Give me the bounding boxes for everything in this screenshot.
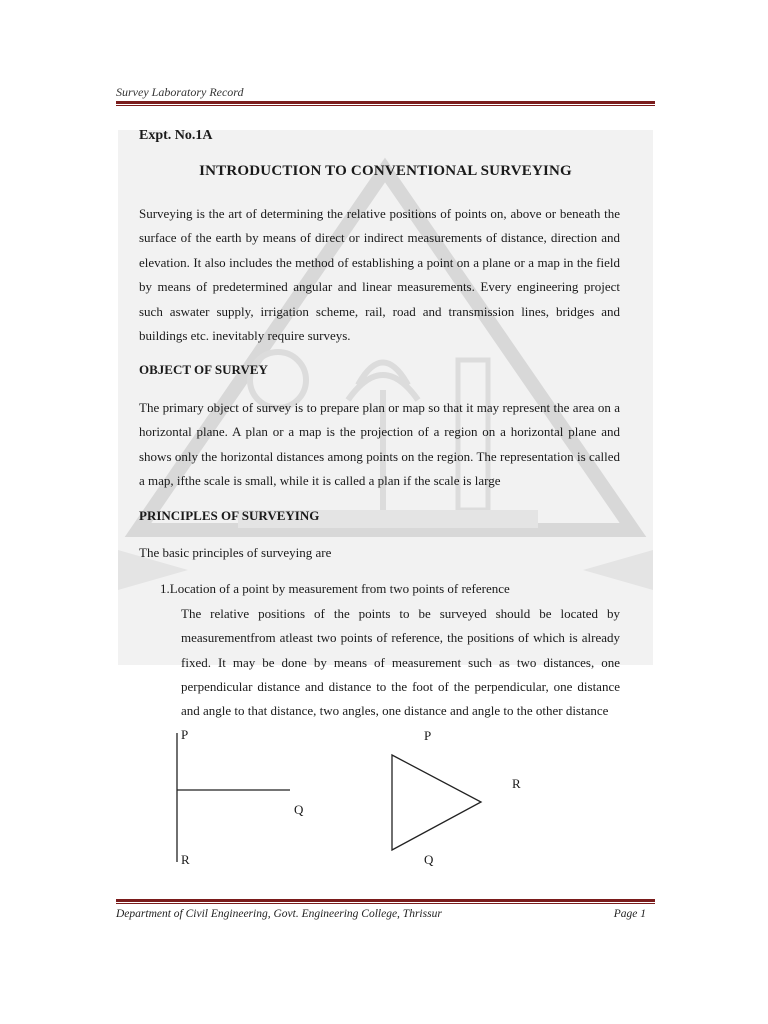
object-paragraph: The primary object of survey is to prepare plan or map so that it may represent the area on a horizontal plane. A plan or a map is the projection of a region on a horizontal plane and shows only the horizontal distances among points on the region. The representation is called a map, ifthe scale is small, while it is called a plan if the scale is large (139, 400, 620, 489)
footer-rule (116, 899, 655, 904)
principles-heading: PRINCIPLES OF SURVEYING (139, 508, 320, 523)
principles-intro: The basic principles of surveying are (139, 545, 332, 560)
experiment-title: INTRODUCTION TO CONVENTIONAL SURVEYING (199, 163, 572, 179)
object-heading: OBJECT OF SURVEY (139, 362, 268, 377)
intro-paragraph: Surveying is the art of determining the relative positions of points on, above or beneath the surface of the earth by means of direct or indirect measurements of distance, direction and elevation. It also includes the method of establishing a point on a plane or a map in the field by means of predetermined angular and linear measurements. Every engineering project such aswater supply, irrigation scheme, rail, road and transmission lines, bridges and buildings etc. inevitably require surveys. (139, 206, 620, 344)
principle-item-1-title: 1.Location of a point by measurement from two points of reference (160, 581, 510, 596)
right-diagram-label-q: Q (424, 852, 434, 867)
principle-item-1-text: The relative positions of the points to be surveyed should be located by measurementfrom atleast two points of reference, the positions of which is already fixed. It may be done by means of measurement such as two distances, one perpendicular distance and distance to the foot of the perpendicular, one distance and angle to that distance, two angles, one distance and angle to the other distance (181, 606, 620, 719)
footer-department: Department of Civil Engineering, Govt. Engineering College, Thrissur (116, 908, 442, 920)
left-diagram-label-q: Q (294, 802, 304, 817)
left-diagram-label-p: P (181, 727, 189, 742)
experiment-number: Expt. No.1A (139, 128, 213, 143)
left-diagram-label-r: R (181, 852, 190, 867)
right-diagram-label-r: R (512, 776, 521, 791)
page-number: Page 1 (613, 908, 646, 920)
header-title: Survey Laboratory Record (116, 85, 244, 99)
right-diagram-label-p: P (424, 728, 432, 743)
